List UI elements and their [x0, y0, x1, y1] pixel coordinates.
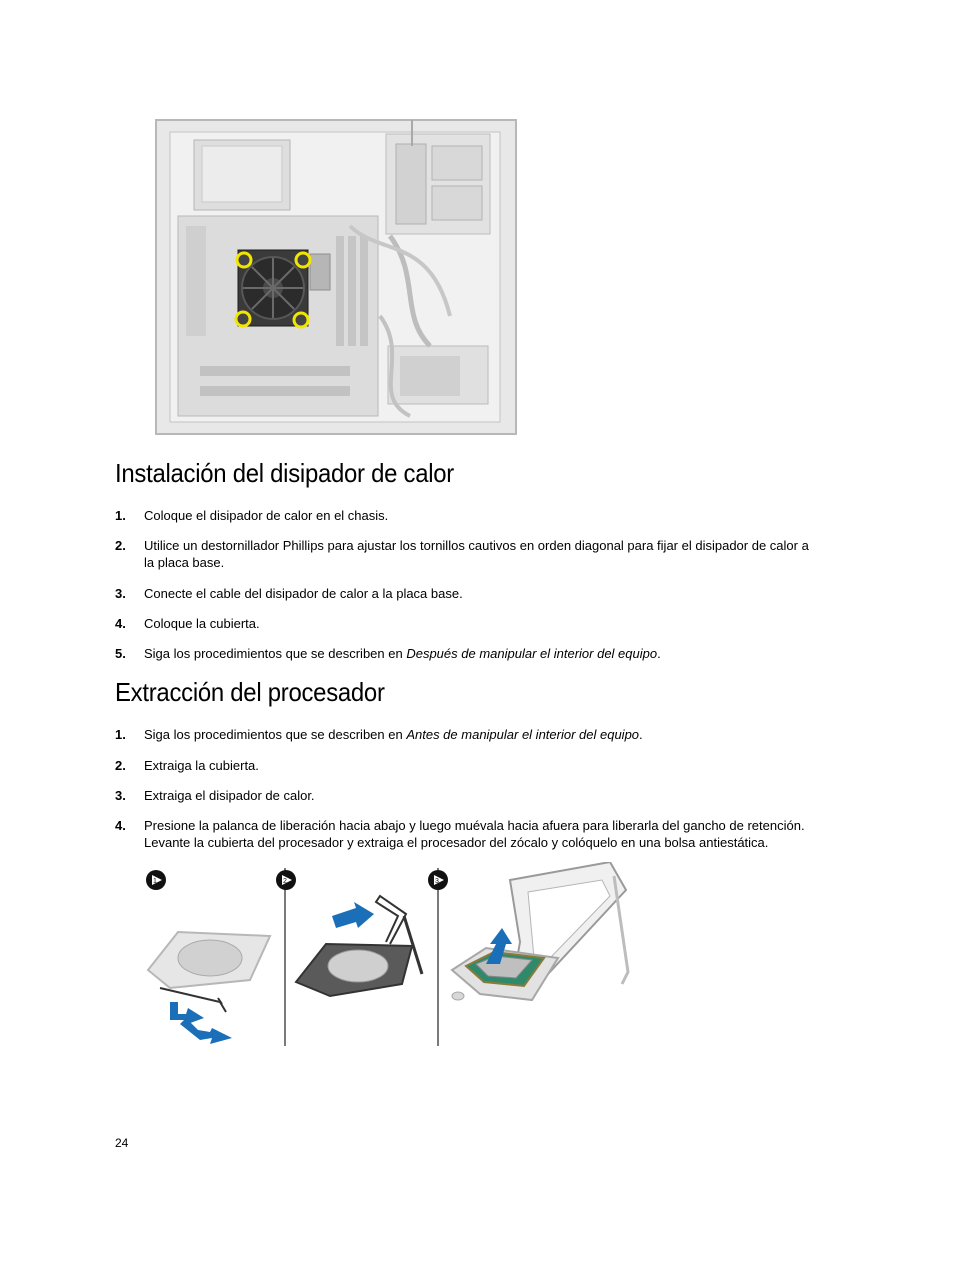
processor-removal-figure	[140, 862, 630, 1050]
list-item: 1. Coloque el disipador de calor en el chasis.	[115, 508, 389, 523]
section-title-processor-removal: Extracción del procesador	[115, 677, 385, 707]
list-item: 5. Siga los procedimientos que se describen en Después de manipular el interior del equipo.	[115, 646, 661, 661]
list-item: 4. Coloque la cubierta.	[115, 616, 260, 631]
page-number: 24	[115, 1136, 129, 1150]
list-item: 3. Extraiga el disipador de calor.	[115, 788, 315, 803]
callout-1-label: 1	[153, 878, 157, 885]
list-item: 4. Presione la palanca de liberación hacia abajo y luego muévala hacia afuera para liberarla del gancho de retención. Levante la cubierta del procesador y extraiga el procesador del zócalo y colóquelo en una bolsa antiestática.	[115, 818, 805, 850]
list-item: 1. Siga los procedimientos que se describen en Antes de manipular el interior del equipo.	[115, 727, 643, 742]
callout-3-label: 3	[435, 878, 439, 885]
list-item: 3. Conecte el cable del disipador de calor a la placa base.	[115, 586, 463, 601]
list-item: 2. Extraiga la cubierta.	[115, 758, 259, 773]
callout-2-label: 2	[283, 878, 287, 885]
link-after-working-inside[interactable]: Después de manipular el interior del equipo	[406, 646, 658, 661]
link-before-working-inside[interactable]: Antes de manipular el interior del equipo	[406, 727, 640, 742]
list-item: 2. Utilice un destornillador Phillips para ajustar los tornillos cautivos en orden diagonal para fijar el disipador de calor a la placa base.	[115, 538, 809, 570]
chassis-heatsink-figure	[150, 116, 522, 438]
section-title-heatsink-install: Instalación del disipador de calor	[115, 458, 455, 488]
